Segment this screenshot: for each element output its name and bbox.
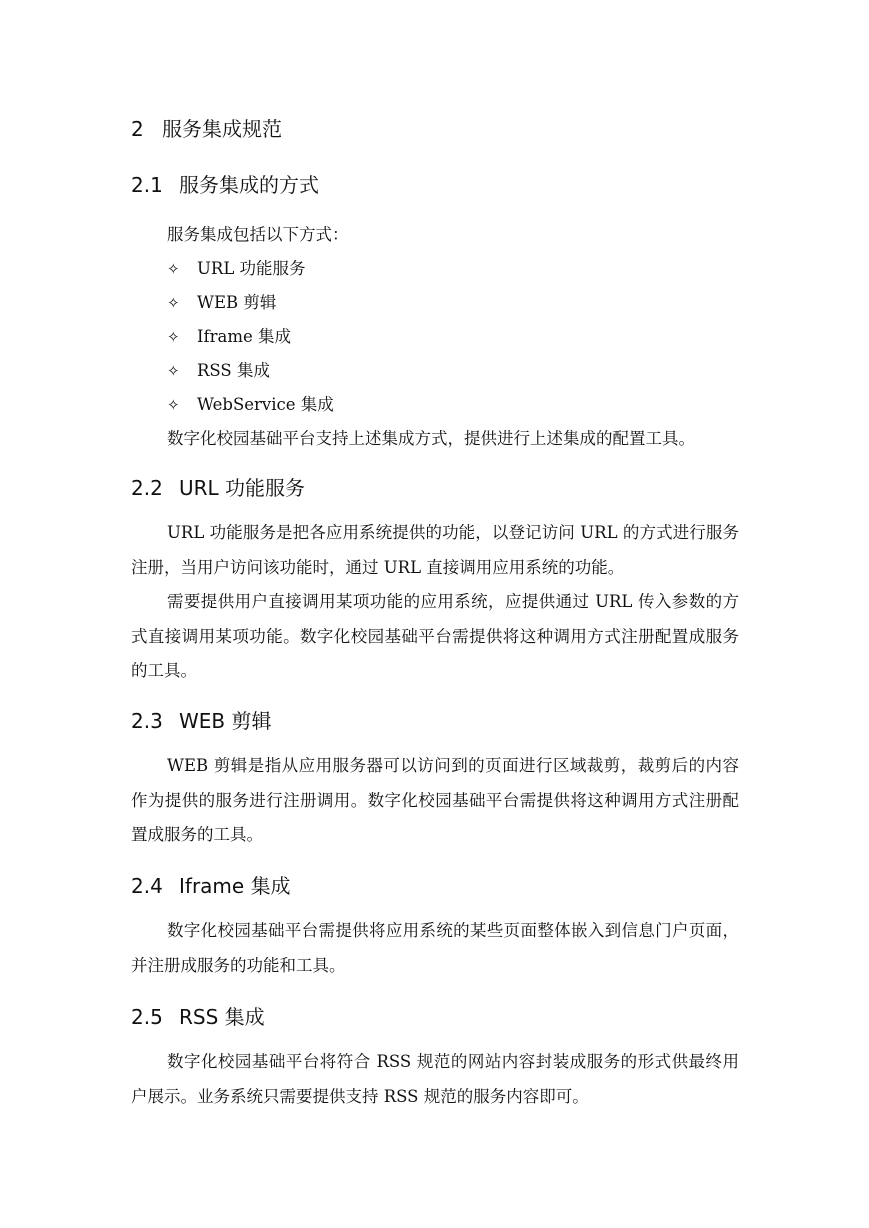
- section-heading: [131, 113, 282, 142]
- subsection-number: 2.1: [131, 173, 163, 197]
- subsection-title: Iframe 集成: [179, 874, 291, 898]
- paragraph: URL 功能服务是把各应用系统提供的功能，以登记访问 URL 的方式进行服务注册，当用户访问该功能时，通过 URL 直接调用应用系统的功能。: [131, 523, 739, 577]
- subsection-heading-2-5: [131, 1001, 265, 1030]
- subsection-heading-2-2: [131, 472, 305, 501]
- list-item: [167, 357, 270, 381]
- subsection-number: 2.3: [131, 709, 163, 733]
- list-item-label: Iframe 集成: [197, 327, 292, 346]
- list-item-label: URL 功能服务: [197, 259, 306, 278]
- diamond-bullet-icon: ✧: [167, 396, 180, 414]
- list-item: [167, 323, 291, 347]
- subsection-heading-2-3: [131, 705, 272, 734]
- diamond-bullet-icon: ✧: [167, 294, 180, 312]
- list-item: [167, 289, 276, 313]
- paragraph: 数字化校园基础平台需提供将应用系统的某些页面整体嵌入到信息门户页面，并注册成服务的功能和工具。: [131, 921, 739, 975]
- diamond-bullet-icon: ✧: [167, 260, 180, 278]
- list-item-label: RSS 集成: [197, 361, 270, 380]
- list-item: [167, 391, 334, 415]
- list-item-label: WEB 剪辑: [197, 293, 277, 312]
- list-item-label: WebService 集成: [197, 395, 334, 414]
- paragraph: WEB 剪辑是指从应用服务器可以访问到的页面进行区域裁剪，裁剪后的内容作为提供的服务进行注册调用。数字化校园基础平台需提供将这种调用方式注册配置成服务的工具。: [131, 756, 739, 845]
- subsection-title: WEB 剪辑: [179, 709, 272, 733]
- closing-text: 数字化校园基础平台支持上述集成方式，提供进行上述集成的配置工具。: [167, 429, 695, 448]
- paragraph: 数字化校园基础平台将符合 RSS 规范的网站内容封装成服务的形式供最终用户展示。业务系统只需要提供支持 RSS 规范的服务内容即可。: [131, 1052, 739, 1106]
- subsection-title: URL 功能服务: [179, 476, 306, 500]
- paragraph: 需要提供用户直接调用某项功能的应用系统，应提供通过 URL 传入参数的方式直接调用某项功能。数字化校园基础平台需提供将这种调用方式注册配置成服务的工具。: [131, 592, 739, 681]
- subsection-number: 2.5: [131, 1005, 163, 1029]
- subsection-heading-2-4: [131, 870, 291, 899]
- intro-text: 服务集成包括以下方式：: [167, 225, 349, 244]
- subsection-title: 服务集成的方式: [179, 173, 319, 197]
- section-number: 2: [131, 117, 144, 141]
- subsection-number: 2.4: [131, 874, 163, 898]
- diamond-bullet-icon: ✧: [167, 328, 180, 346]
- section-title: 服务集成规范: [162, 117, 282, 141]
- subsection-number: 2.2: [131, 476, 163, 500]
- diamond-bullet-icon: ✧: [167, 362, 180, 380]
- list-item: [167, 255, 306, 279]
- subsection-title: RSS 集成: [179, 1005, 265, 1029]
- subsection-heading-2-1: [131, 169, 319, 198]
